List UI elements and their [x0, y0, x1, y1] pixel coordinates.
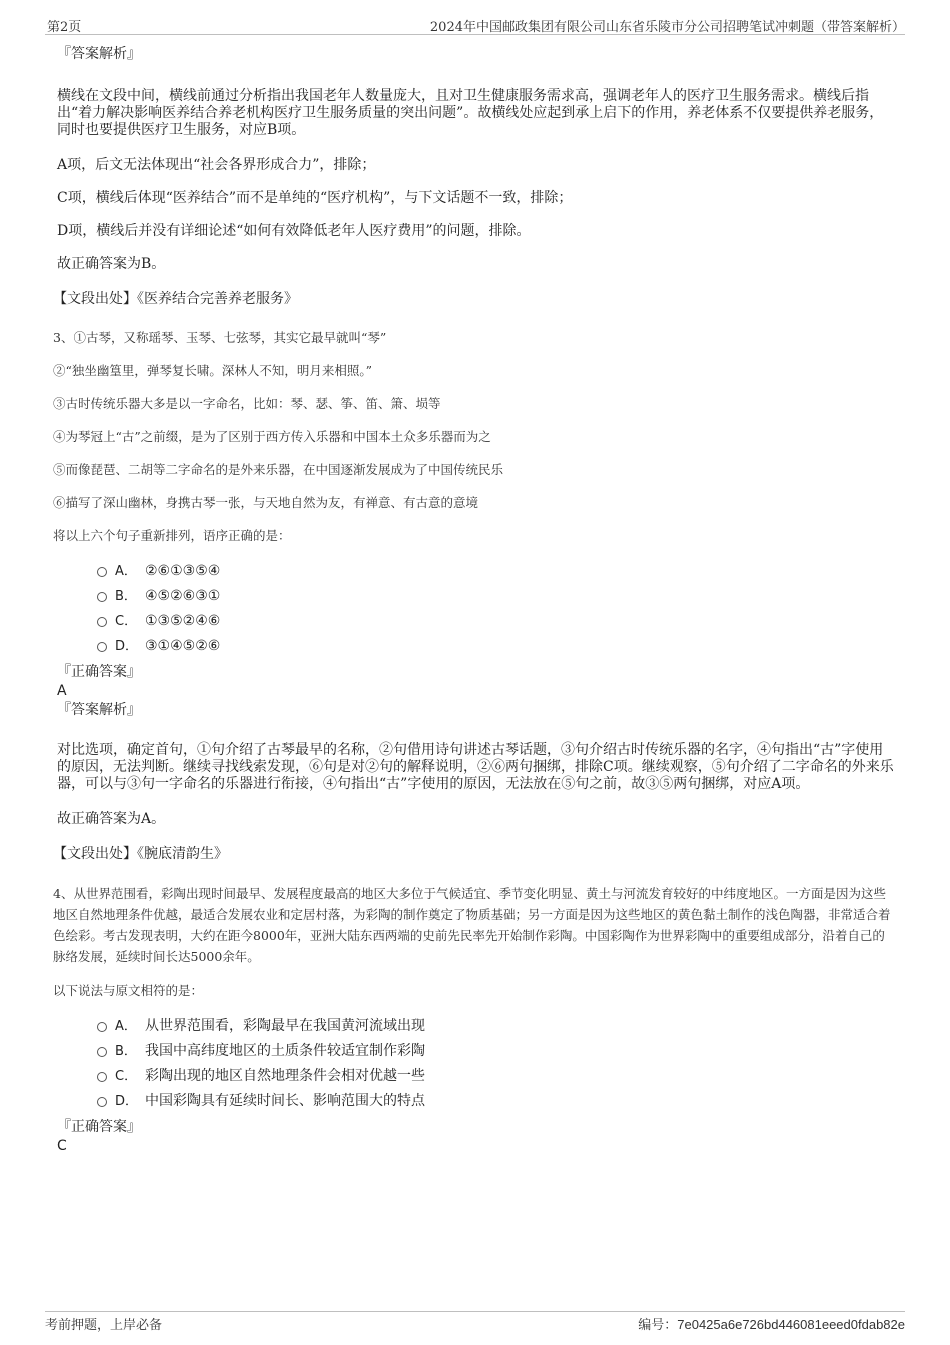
q3-option-a[interactable]: [97, 559, 897, 584]
q4-option-b[interactable]: [97, 1039, 897, 1064]
q3-stem-line: ⑤而像琵琶、二胡等二字命名的是外来乐器，在中国逐渐发展成为了中国传统民乐: [53, 462, 504, 477]
radio-icon[interactable]: [97, 642, 107, 652]
option-letter: C．: [115, 1069, 138, 1084]
q3-stem-line: ③古时传统乐器大多是以一字命名，比如：琴、瑟、筝、笛、箫、埙等: [53, 396, 441, 411]
q2-analysis-paragraph: 横线在文段中间，横线前通过分析指出我国老年人数量庞大，且对卫生健康服务需求高，强调老年人的医疗卫生服务需求。横线后指出“着力解决影响医养结合养老机构医疗卫生服务质量的突出问题”。故横线处应起到承上启下的作用，养老体系不仅要提供养老服务，同时也要提供医疗卫生服务，对应B项。: [57, 88, 884, 138]
radio-icon[interactable]: [97, 1022, 107, 1032]
q4-options: [97, 1014, 897, 1114]
q3-options: [97, 559, 897, 659]
q2-analysis-tag: 『答案解析』: [57, 46, 141, 62]
page-header: [45, 14, 905, 35]
option-text: 中国彩陶具有延续时间长、影响范围大的特点: [145, 1093, 425, 1109]
radio-icon[interactable]: [97, 592, 107, 602]
q3-stem-line: ④为琴冠上“古”之前缀，是为了区别于西方传入乐器和中国本土众多乐器而为之: [53, 429, 491, 444]
q2-source: 【文段出处】《医养结合完善养老服务》: [53, 291, 298, 307]
q3-analysis-tag: 『答案解析』: [57, 702, 141, 718]
option-text: 彩陶出现的地区自然地理条件会相对优越一些: [145, 1068, 425, 1084]
page-content: [53, 44, 897, 1156]
q2-analysis-paragraph: D项，横线后并没有详细论述“如何有效降低老年人医疗费用”的问题，排除。: [57, 223, 531, 239]
document-title: 2024年中国邮政集团有限公司山东省乐陵市分公司招聘笔试冲刺题（带答案解析）: [429, 20, 905, 35]
page-footer: [45, 1311, 905, 1333]
q3-option-c[interactable]: [97, 609, 897, 634]
q4-answer: C: [57, 1138, 67, 1154]
q3-stem-line: ⑥描写了深山幽林，身携古琴一张，与天地自然为友，有禅意、有古意的意境: [53, 495, 479, 510]
option-letter: B．: [115, 1044, 137, 1059]
footer-code-value: 7e0425a6e726bd446081eeed0fdab82e: [677, 1317, 905, 1332]
option-letter: D．: [115, 1094, 139, 1109]
radio-icon[interactable]: [97, 1047, 107, 1057]
q3-answer-tag: 『正确答案』: [57, 664, 141, 680]
option-text: 从世界范围看，彩陶最早在我国黄河流域出现: [145, 1018, 425, 1034]
q3-stem-line: ②“独坐幽篁里，弹琴复长啸。深林人不知，明月来相照。”: [53, 363, 373, 378]
q4-option-d[interactable]: [97, 1089, 897, 1114]
q3-conclusion: 故正确答案为A。: [57, 811, 166, 827]
q4-option-c[interactable]: [97, 1064, 897, 1089]
option-text: ③①④⑤②⑥: [145, 638, 221, 654]
q3-stem-line: 3、①古琴，又称瑶琴、玉琴、七弦琴，其实它最早就叫“琴”: [53, 330, 387, 345]
q3-option-b[interactable]: [97, 584, 897, 609]
q3-analysis-paragraph: 对比选项，确定首句，①句介绍了古琴最早的名称，②句借用诗句讲述古琴话题，③句介绍古时传统乐器的名字，④句指出“古”字使用的原因，无法判断。继续寻找线索发现，⑥句是对②句的解释说明，②⑥两句捆绑，排除C项。继续观察，⑤句介绍了二字命名的外来乐器，可以与③句一字命名的乐器进行衔接，④句指出“古”字使用的原因，无法放在⑤句之前，故③⑤两句捆绑，对应A项。: [57, 742, 894, 792]
q3-answer: A: [57, 683, 67, 699]
radio-icon[interactable]: [97, 617, 107, 627]
page-number: 第2页: [47, 20, 82, 35]
option-letter: C．: [115, 614, 138, 629]
q2-analysis-paragraph: C项，横线后体现“医养结合”而不是单纯的“医疗机构”，与下文话题不一致，排除；: [57, 190, 573, 206]
q4-answer-tag: 『正确答案』: [57, 1119, 141, 1135]
option-text: ④⑤②⑥③①: [145, 588, 221, 604]
footer-slogan: 考前押题，上岸必备: [45, 1318, 163, 1333]
radio-icon[interactable]: [97, 1097, 107, 1107]
footer-code-label: 编号：: [638, 1318, 678, 1333]
radio-icon[interactable]: [97, 1072, 107, 1082]
q3-prompt: 将以上六个句子重新排列，语序正确的是：: [53, 528, 291, 543]
option-letter: B．: [115, 589, 137, 604]
q4-option-a[interactable]: [97, 1014, 897, 1039]
option-letter: D．: [115, 639, 139, 654]
option-text: 我国中高纬度地区的土质条件较适宜制作彩陶: [145, 1043, 425, 1059]
option-letter: A．: [115, 564, 137, 579]
option-text: ①③⑤②④⑥: [145, 613, 221, 629]
footer-code: [638, 1314, 905, 1333]
q2-conclusion: 故正确答案为B。: [57, 256, 166, 272]
q2-analysis-paragraph: A项，后文无法体现出“社会各界形成合力”，排除；: [57, 157, 376, 173]
radio-icon[interactable]: [97, 567, 107, 577]
option-letter: A．: [115, 1019, 137, 1034]
q3-source: 【文段出处】《腕底清韵生》: [53, 846, 228, 862]
q3-option-d[interactable]: [97, 634, 897, 659]
option-text: ②⑥①③⑤④: [145, 563, 221, 579]
q4-prompt: 以下说法与原文相符的是：: [53, 983, 204, 998]
q4-stem: 4、从世界范围看，彩陶出现时间最早、发展程度最高的地区大多位于气候适宜、季节变化明显、黄土与河流发育较好的中纬度地区。一方面是因为这些地区自然地理条件优越，最适合发展农业和定居村落，为彩陶的制作奠定了物质基础；另一方面是因为这些地区的黄色黏土制作的浅色陶器，非常适合着色绘彩。考古发现表明，大约在距今8000年，亚洲大陆东西两端的史前先民率先开始制作彩陶。中国彩陶作为世界彩陶中的重要组成部分，沿着自己的脉络发展，延续时间长达5000余年。: [53, 886, 891, 964]
